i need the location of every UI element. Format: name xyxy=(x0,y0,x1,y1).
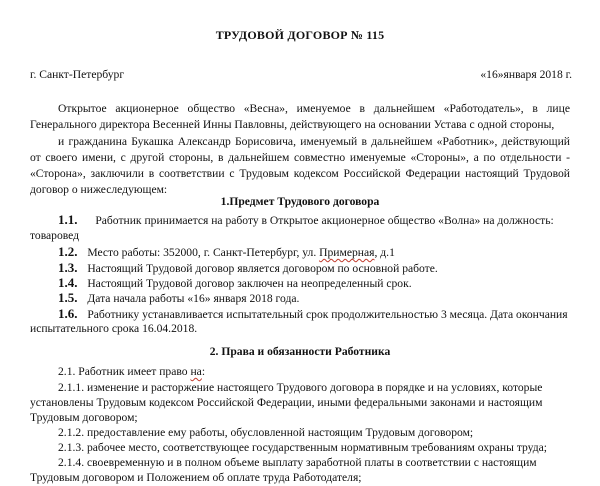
clause-2-1-4: 2.1.4. своевременную и в полном объеме выплату заработной платы в соответствии с настоящим xyxy=(58,456,537,469)
clause-number: 1.4. xyxy=(58,275,78,290)
clause-1-5 xyxy=(58,290,299,307)
clause-text-tail: : xyxy=(201,365,206,378)
intro-paragraph-employer: Открытое акционерное общество «Весна», именуемое в дальнейшем «Работодатель», в лице Генерального директора Весенней Инны Павловны, действующего на основании Устава с одной стороны, xyxy=(30,102,570,131)
clause-text: Работник принимается на работу в Открытое акционерное общество «Волна» на должность: xyxy=(95,214,554,227)
contract-date: «16»января 2018 г. xyxy=(480,68,572,81)
clause-text: 2.1. Работник имеет право xyxy=(58,365,191,378)
intro-paragraph-employee: и гражданина Букашка Александр Борисовича, именуемый в дальнейшем «Работник», действующий от своего имени, с другой стороны, в дальнейшем совместно именуемые «Стороны», а по отдельности - «Сторона», заключили в соответствии с Трудовым кодексом Российской Федерации настоящий Трудовой договор о нижеследующем: xyxy=(30,135,570,196)
clause-1-6-continuation: испытательного срока 16.04.2018. xyxy=(30,322,198,335)
contract-city: г. Санкт-Петербург xyxy=(30,68,125,81)
clause-2-1-2: 2.1.2. предоставление ему работы, обусловленной настоящим Трудовым договором; xyxy=(58,426,474,439)
clause-2-1-4-continuation: Трудовым договором и Положением об оплате труда Работодателя; xyxy=(30,471,362,484)
document-title: ТРУДОВОЙ ДОГОВОР № 115 xyxy=(215,28,385,42)
clause-text: Настоящий Трудовой договор заключен на неопределенный срок. xyxy=(87,277,412,290)
clause-number: 1.2. xyxy=(58,244,78,259)
clause-text: Настоящий Трудовой договор является договором по основной работе. xyxy=(87,262,438,275)
section-2-heading: 2. Права и обязанности Работника xyxy=(209,345,391,358)
clause-1-1-continuation: товаровед xyxy=(30,229,80,242)
clause-text: Работнику устанавливается испытательный срок продолжительностью 3 месяца. Дата окончания xyxy=(87,308,568,321)
clause-2-1-3: 2.1.3. рабочее место, соответствующее государственным нормативным требованиям охраны труда; xyxy=(58,441,548,454)
clause-2-1-1-continuation-2: Трудовым договором; xyxy=(30,411,138,424)
clause-number: 1.3. xyxy=(58,260,78,275)
clause-1-2 xyxy=(58,244,395,261)
clause-text: Дата начала работы «16» января 2018 года. xyxy=(87,292,300,305)
clause-text: Место работы: 352000, г. Санкт-Петербург, ул. xyxy=(87,246,320,259)
clause-number: 1.5. xyxy=(58,290,78,305)
section-1-heading: 1.Предмет Трудового договора xyxy=(220,195,380,208)
clause-text-tail: , д.1 xyxy=(374,246,395,259)
clause-number: 1.6. xyxy=(58,306,78,321)
clause-2-1 xyxy=(58,364,205,380)
spellcheck-marked-word: на xyxy=(190,365,202,378)
clause-2-1-1: 2.1.1. изменение и расторжение настоящего Трудового договора в порядке и на условиях, которые xyxy=(58,381,543,394)
clause-number: 1.1. xyxy=(58,212,78,227)
clause-2-1-1-continuation-1: установлены Трудовым кодексом Российской Федерации, иными федеральными законами и настоящим xyxy=(30,396,543,409)
spellcheck-marked-word: Примерная xyxy=(319,246,375,259)
clause-1-1 xyxy=(58,212,554,229)
